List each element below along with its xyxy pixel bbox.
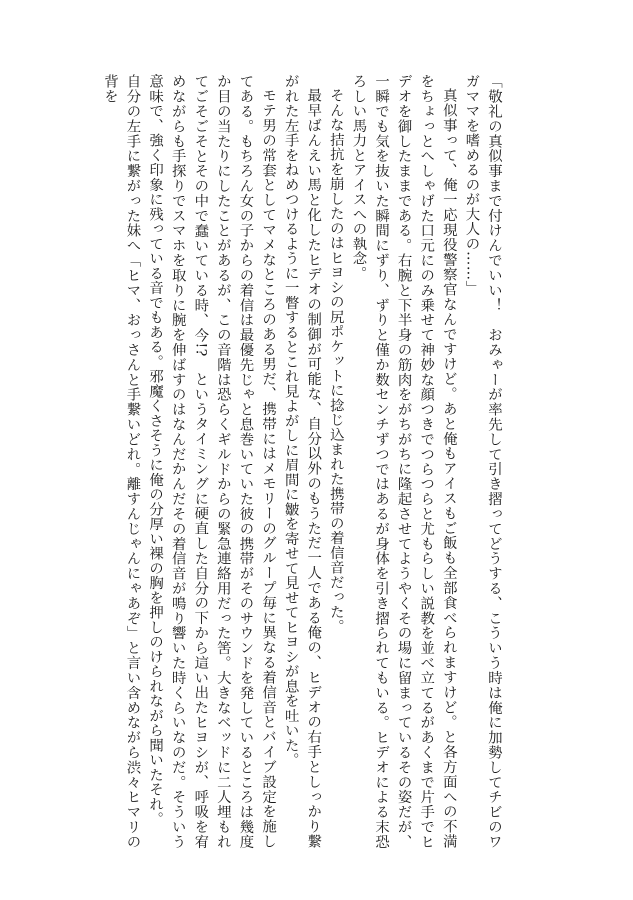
- paragraph-hideo-control: 最早ばんえい馬と化したヒデオの制御が可能な、自分以外のもうただ一人である俺の、ヒデオの右手としっかり繋がれた左手をねめつけるように一瞥するとこれ見よがしに眉間に皺を寄せて見せてヒヨシが息を吐いた。: [282, 74, 322, 849]
- paragraph-phone-settings: モテ男の常套としてマメなところのある男だ、携帯にはメモリーのグループ毎に異なる着信音とバイブ設定を施してある。もちろん女の子からの着信は最優先じゃと息巻いていた彼の携帯がそのサウンドを発しているところは幾度か目の当たりにしたことがあるが、この音階は恐らくギルドからの緊急連絡用だった筈。大きなベッドに二人埋もれてごそごそとその中で蠢いている時、今!? というタイミングに硬直した自分の下から這い出たヒヨシが、呼吸を宥めながらも手探りでスマホを取りに腕を伸ばすのはなんだかんだその着信音が鳴り響いた時くらいなのだ。そういう意味で、強く印象に残っている音でもある。邪魔くさそうに俺の分厚い裸の胸を押しのけられながら聞いたそれ。: [147, 74, 277, 849]
- paragraph-police-complaint: 真似事って、俺一応現役警察官なんですけど。あと俺もアイスもご飯も全部食べられますけど。と各方面への不満をちょっとへしゃげた口元にのみ乗せて神妙な顔つきでつらつらと尤もらしい説教を並べ立てるがあくまで片手でヒデオを御したままである。右腕と下半身の筋肉をがちがちに隆起させてようやくその場に留まっているその姿だが、一瞬でも気を抜いた瞬間にずり、ずりと僅か数センチずつではあるが身体を引き摺られてもいる。ヒデオによる末恐ろしい馬力とアイスへの執念。: [350, 74, 457, 849]
- novel-text-column: [101, 74, 505, 849]
- paragraph-left-hand: 自分の左手に繋がった妹へ「ヒマ、おっさんと手繋いどれ。離すんじゃんにゃあぞ」と言い含めながら渋々ヒマリの背を: [101, 74, 141, 849]
- paragraph-ringtone: そんな拮抗を崩したのはヒヨシの尻ポケットに捻じ込まれた携帯の着信音だった。: [327, 88, 344, 635]
- paragraph-dialogue-salute: 「敬礼の真似事まで付けんでいい！ おみゃーが率先して引き摺ってどうする、こういう時は俺に加勢してチビのワガママを嗜めるのが大人の……」: [463, 74, 502, 849]
